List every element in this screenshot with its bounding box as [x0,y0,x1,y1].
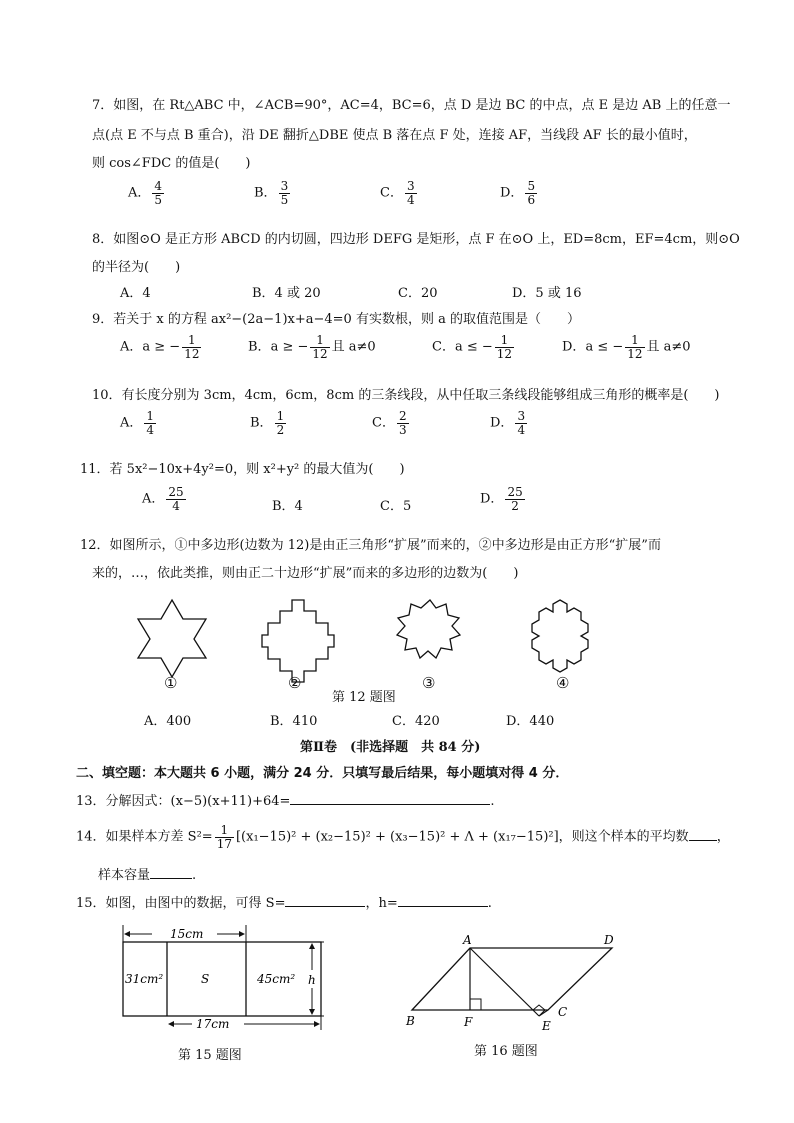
q9-option-b: B．a ≥ − $\frac{1}{12}$ 且 a≠0 [248,333,376,361]
fig15-side-label: h [308,973,316,987]
q11-line1: 11．若 5x²−10x+4y²=0，则 x²+y² 的最大值为( ) [80,462,405,477]
q7-line2: 点(点 E 不与点 B 重合)，沿 DE 翻折△DBE 使点 B 落在点 F 处，连接 AF，当线段 AF 长的最小值时， [92,128,697,143]
figure-15 [112,920,332,1042]
q7-option-c: C． $\frac{3}{4}$ [380,179,415,207]
fig16-point-a: A [463,933,472,947]
q14-line1: 14．如果样本方差 S²= $\frac{1}{17}$ [(x₁−15)² + (x₂−15)² + (x₃−15)² + Λ + (x₁₇−15)²]，则这个样本的平均数 ， [76,823,730,851]
q13: 13．分解因式：(x−5)(x+11)+64= . [76,794,495,809]
figure-label-3: ③ [422,674,436,692]
q11-option-b: B．4 [272,499,303,514]
q14-mean-blank[interactable] [689,828,717,841]
q9-option-a: A．a ≥ − $\frac{1}{12}$ [120,333,200,361]
q12-option-b: B．410 [270,714,318,729]
fig16-point-b: B [406,1014,415,1028]
fig15-caption: 第 15 题图 [178,1048,242,1063]
hexagon-expanded-shape [532,600,588,672]
q11-option-a: A． $\frac{25}{4}$ [142,485,184,513]
q14-line2: 样本容量 . [98,868,197,883]
q15-h-blank[interactable] [398,894,488,907]
q12-line2: 来的，…，依此类推，则由正二十边形“扩展”而来的多边形的边数为( ) [92,566,519,581]
q7-option-d: D． $\frac{5}{6}$ [500,179,536,207]
q15: 15．如图，由图中的数据，可得 S= ，h= . [76,896,492,911]
figure-label-2: ② [288,674,302,692]
q12-line1: 12．如图所示，①中多边形(边数为 12)是由正三角形“扩展”而来的，②中多边形是由正方形“扩展”而 [80,538,661,553]
parallelogram [412,948,612,1010]
fig16-point-d: D [604,933,614,947]
figure-label-1: ① [164,674,178,692]
q9-line1: 9．若关于 x 的方程 ax²−(2a−1)x+a−4=0 有实数根，则 a 的取值范围是（ ） [92,312,580,327]
fig16-caption: 第 16 题图 [474,1044,538,1059]
figure-label-4: ④ [556,674,570,692]
pentagon-expanded-shape [397,600,460,658]
fig16-point-f: F [464,1015,473,1029]
q7-line3: 则 cos∠FDC 的值是( ) [92,156,251,171]
q9-option-c: C．a ≤ − $\frac{1}{12}$ [432,333,513,361]
fig15-center-label: S [201,972,210,986]
q10-option-a: A． $\frac{1}{4}$ [120,409,155,437]
q11-option-c: C．5 [380,499,412,514]
q11-option-d: D． $\frac{25}{2}$ [480,485,523,513]
q8-option-c: C．20 [398,286,438,301]
fig16-point-e: E [542,1019,551,1032]
fig16-point-c: C [558,1005,568,1019]
q14-size-blank[interactable] [150,866,192,879]
q7-option-a: A． $\frac{4}{5}$ [128,179,163,207]
q10-option-c: C． $\frac{2}{3}$ [372,409,407,437]
fig15-top-label: 15cm [170,927,204,941]
fig15-left-label: 31cm² [125,972,164,986]
q12-option-a: A．400 [144,714,192,729]
q8-option-d: D．5 或 16 [512,286,582,301]
cross-shape [262,600,334,682]
q8-line1: 8．如图⊙O 是正方形 ABCD 的内切圆，四边形 DEFG 是矩形，点 F 在⊙O 上，ED=8cm，EF=4cm，则⊙O [92,232,740,247]
q9-option-d: D．a ≤ − $\frac{1}{12}$ 且 a≠0 [562,333,691,361]
section2-heading: 第Ⅱ卷 (非选择题 共 84 分) [300,740,481,755]
star-hexagram-shape [138,600,206,677]
q10-option-b: B． $\frac{1}{2}$ [250,409,285,437]
q15-s-blank[interactable] [285,894,365,907]
figure-16 [400,928,630,1032]
q8-option-b: B．4 或 20 [252,286,321,301]
fig15-right-label: 45cm² [257,972,296,986]
q10-line1: 10．有长度分别为 3cm，4cm，6cm，8cm 的三条线段，从中任取三条线段能够组成三角形的概率是( ) [92,388,720,403]
q13-answer-blank[interactable] [290,792,490,805]
fig15-bottom-label: 17cm [196,1017,230,1031]
q10-option-d: D． $\frac{3}{4}$ [490,409,526,437]
q8-option-a: A．4 [120,286,151,301]
q7-option-b: B． $\frac{3}{5}$ [254,179,289,207]
section2-title: 二、填空题：本大题共 6 小题，满分 24 分．只填写最后结果，每小题填对得 4 分． [76,766,569,781]
q8-line2: 的半径为( ) [92,260,181,275]
q12-option-c: C．420 [392,714,440,729]
q12-option-d: D．440 [506,714,555,729]
q12-caption: 第 12 题图 [332,690,396,705]
q7-line1: 7．如图，在 Rt△ABC 中，∠ACB=90°，AC=4，BC=6，点 D 是边 BC 的中点，点 E 是边 AB 上的任意一 [92,98,731,113]
